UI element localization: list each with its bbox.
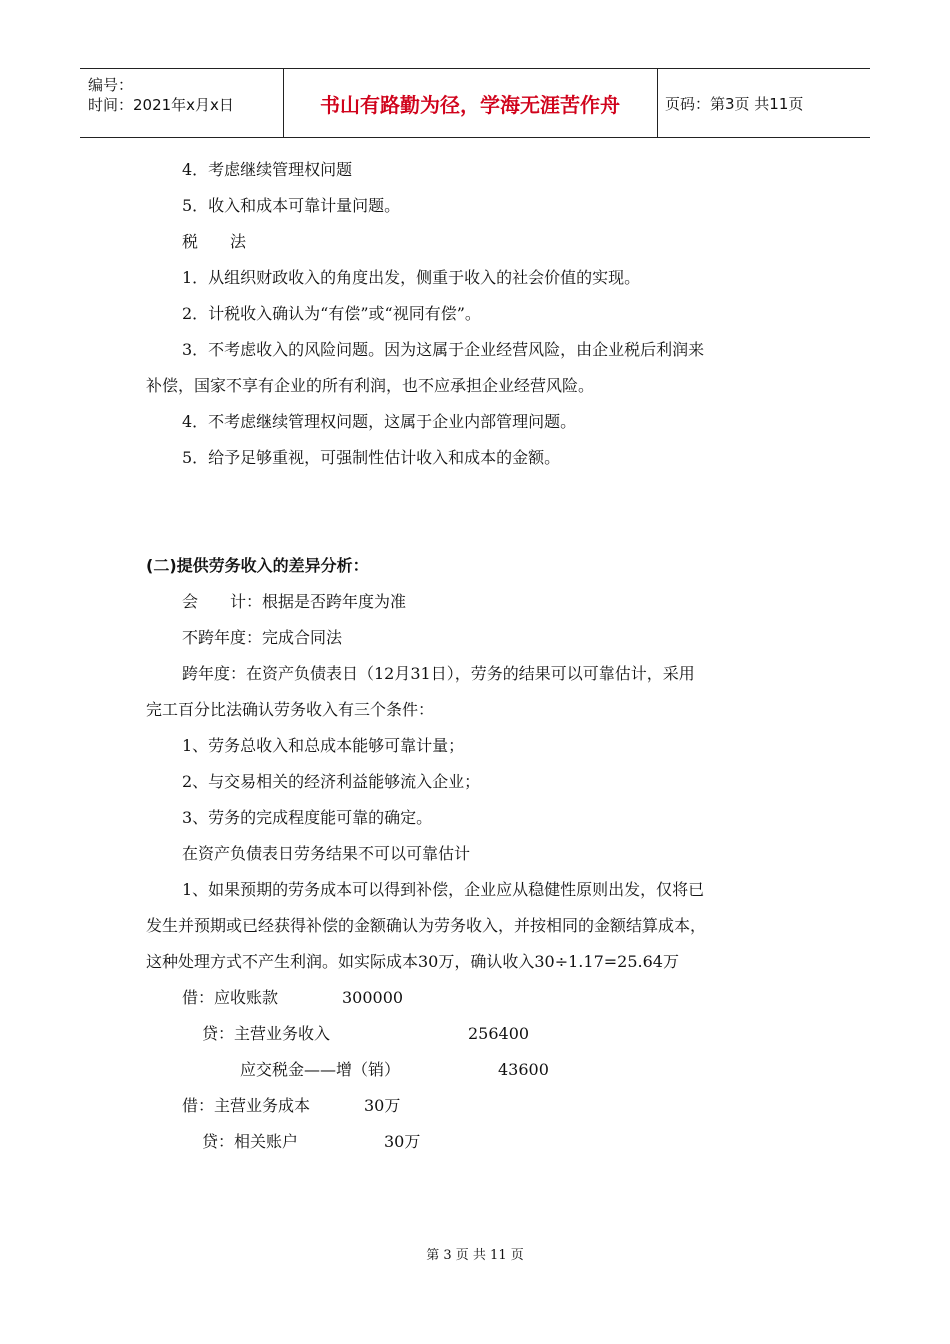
journal-entry	[146, 1088, 806, 1124]
text-line: 这种处理方式不产生利润。如实际成本30万，确认收入30÷1.17=25.64万	[146, 952, 679, 971]
header-meta	[88, 75, 284, 115]
journal-entry	[146, 1052, 806, 1088]
entry-amount: 30万	[364, 1096, 401, 1115]
entry-amount: 256400	[468, 1024, 530, 1043]
entry-amount: 300000	[342, 988, 404, 1007]
number-label: 编号：	[88, 76, 134, 94]
document-body	[146, 152, 806, 1160]
text-line: 发生并预期或已经获得补偿的金额确认为劳务收入，并按相同的金额结算成本，	[146, 916, 707, 935]
text-line: 3、劳务的完成程度能可靠的确定。	[182, 808, 433, 827]
text-line: 2、与交易相关的经济利益能够流入企业；	[182, 772, 481, 791]
entry-account: 借：应收账款	[182, 988, 279, 1007]
text-line: 补偿，国家不享有企业的所有利润，也不应承担企业经营风险。	[146, 376, 595, 395]
header-divider	[657, 69, 658, 137]
text-line: 5．收入和成本可靠计量问题。	[182, 196, 401, 215]
text-line: 跨年度：在资产负债表日（12月31日），劳务的结果可以可靠估计，采用	[182, 664, 695, 683]
text-line: 5．给予足够重视，可强制性估计收入和成本的金额。	[182, 448, 561, 467]
entry-account: 贷：相关账户	[202, 1132, 299, 1151]
header-motto: 书山有路勤为径，学海无涯苦作舟	[320, 92, 620, 117]
journal-entry	[146, 980, 806, 1016]
entry-account: 贷：主营业务收入	[202, 1024, 331, 1043]
text-line: 4．考虑继续管理权问题	[182, 160, 353, 179]
text-line: 1、劳务总收入和总成本能够可靠计量；	[182, 736, 465, 755]
text-line: 在资产负债表日劳务结果不可以可靠估计	[182, 844, 471, 863]
entry-account: 借：主营业务成本	[182, 1096, 311, 1115]
text-line: 1．从组织财政收入的角度出发，侧重于收入的社会价值的实现。	[182, 268, 641, 287]
text-line: 4．不考虑继续管理权问题，这属于企业内部管理问题。	[182, 412, 577, 431]
subheading-tax-law: 税 法	[182, 232, 247, 251]
section-heading: (二)提供劳务收入的差异分析：	[146, 556, 369, 575]
text-line: 完工百分比法确认劳务收入有三个条件：	[146, 700, 435, 719]
entry-amount: 43600	[498, 1060, 549, 1079]
header-page-info: 页码：第3页 共11页	[665, 94, 804, 113]
text-line: 2．计税收入确认为“有偿”或“视同有偿”。	[182, 304, 481, 323]
journal-entry	[146, 1016, 806, 1052]
journal-entry	[146, 1124, 806, 1160]
text-line: 不跨年度：完成合同法	[182, 628, 343, 647]
page-header	[80, 68, 870, 138]
page-footer: 第 3 页 共 11 页	[426, 1248, 524, 1263]
entry-amount: 30万	[384, 1132, 421, 1151]
time-label: 时间：2021年x月x日	[88, 96, 234, 114]
text-line: 1、如果预期的劳务成本可以得到补偿，企业应从稳健性原则出发，仅将已	[182, 880, 705, 899]
text-line: 会 计：根据是否跨年度为准	[182, 592, 407, 611]
entry-account: 应交税金——增（销）	[240, 1060, 401, 1079]
spacer	[146, 476, 806, 548]
text-line: 3．不考虑收入的风险问题。因为这属于企业经营风险，由企业税后利润来	[182, 340, 705, 359]
